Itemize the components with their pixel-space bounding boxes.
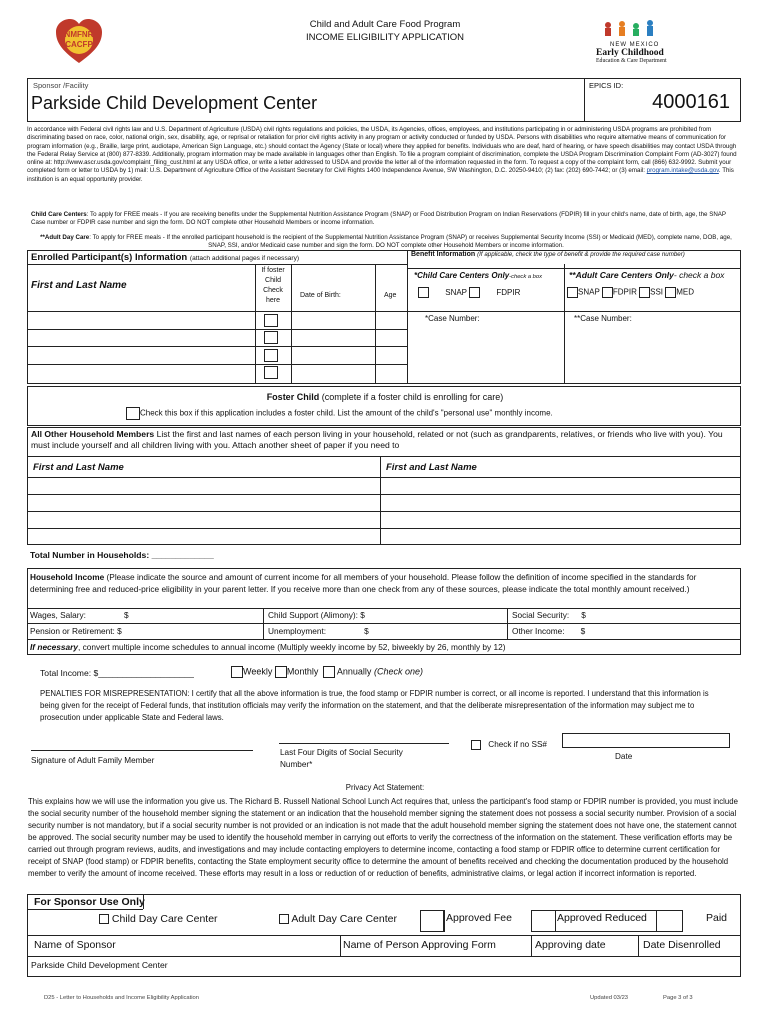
ccc-snap-label: SNAP: [445, 287, 467, 297]
adc-fdpir-checkbox[interactable]: [602, 287, 613, 298]
foster-application-checkbox[interactable]: [126, 407, 140, 420]
ece-line-1: NEW MEXICO: [610, 42, 660, 48]
income-title: Household Income: [30, 572, 105, 582]
income-desc: (Please indicate the source and amount of current income for all members of your household. Please follow the definition of income specified in the standards for determining free and reduced-price eligibility in your parent letter. If you receive more than one check from any of these sources, please indicate the total monthly amount received.): [30, 572, 697, 594]
social-security-label: Social Security:: [512, 610, 570, 620]
paid-label: Paid: [706, 912, 728, 924]
convert-note-text: , convert multiple income schedules to annual income (Multiply weekly income by 52, biweekly by 26, monthly by 12): [77, 642, 506, 652]
epics-label: EPICS ID:: [589, 81, 624, 90]
foster-title-note: (complete if a foster child is enrolling for care): [321, 392, 504, 402]
adc-fdpir-label: FDPIR: [612, 287, 637, 297]
weekly-checkbox[interactable]: [231, 666, 243, 678]
check-one-note: (Check one): [373, 666, 423, 677]
household-name-col-2: First and Last Name: [386, 462, 477, 473]
wages-field[interactable]: [30, 610, 129, 620]
foster-check-header: If foster Child Check here: [261, 267, 285, 304]
sponsor-label: Sponsor /Facility: [33, 81, 89, 90]
sponsor-name-value[interactable]: Parkside Child Development Center: [31, 960, 168, 970]
ccc-fdpir-label: FDPIR: [496, 287, 521, 297]
ccc-fdpir-checkbox[interactable]: [469, 287, 480, 298]
unemployment-field[interactable]: [268, 626, 369, 636]
child-care-note-label: Child Care Centers: [31, 211, 87, 218]
annually-label: Annually: [336, 666, 372, 677]
enrolled-title-text: Enrolled Participant(s) Information: [31, 252, 188, 263]
child-day-care-option: [99, 913, 218, 925]
approving-date-label: Approving date: [535, 939, 606, 951]
children-figures-icon: [596, 18, 690, 40]
total-household-number[interactable]: Total Number in Households: _____________: [30, 550, 214, 560]
signature-field[interactable]: [255, 750, 277, 770]
monthly-label: Monthly: [286, 666, 319, 677]
ece-line-3: Education & Care Department: [596, 58, 667, 64]
penalties-statement: PENALTIES FOR MISREPRESENTATION: I certify that all the above information is true, the food stamp or FDPIR number is correct, or all income is reported. I understand that this information is being given for the receipt of Federal funds, that institution officials may verify the information on the statement, and that the deliberate misrepresentation of the information may subject me to prosecution under applicable State and Federal laws.: [40, 689, 709, 722]
date-disenrolled-label: Date Disenrolled: [643, 939, 721, 951]
name-of-sponsor-label: Name of Sponsor: [34, 939, 116, 951]
date-field[interactable]: [562, 733, 730, 748]
nondiscrimination-text: In accordance with Federal civil rights law and U.S. Department of Agriculture (USDA) civil rights regulations and policies, the USDA, its Agencies, offices, employees, and institutions participating in or administering USDA programs are prohibited from discriminating based on race, color, national origin, sex, disability, age, or reprisal or retaliation for prior civil rights activity in any program or activity conducted or funded by USDA. Persons with disabilities who require alternative means of communication for program information (e.g., Braille, large print, audiotape, American Sign Language, etc.) should contact the Agency (State or local) where they applied for benefits. Individuals who are deaf, hard of hearing, or have speech disabilities may contact USDA through the Federal Relay Service at (800) 877-8339. Additionally, program information may be made available in languages other than English. To file a program complaint of discrimination, complete the USDA Program Discrimination Complaint Form (AD-3027) found online at: http://www.ascr.usda.gov/complaint_filing_cust.html at any USDA office, or write a letter addressed to USDA and provide the letter all of the information requested in the form. To request a copy of the complaint form, call (866) 632-9992. Submit your completed form or letter to USDA by 1) mail: U.S. Department of Agriculture Office of the Assistant Secretary for Civil Rights 1400 Independence Avenue, SW Washington, D.C.: [27, 126, 737, 175]
ccc-title: *Child Care Centers Only: [414, 271, 510, 280]
adult-day-note-label: **Adult Day Care: [40, 234, 90, 241]
foster-checkbox-4[interactable]: [264, 366, 278, 379]
benefit-header: [411, 251, 739, 259]
paid-checkbox[interactable]: [656, 910, 683, 932]
wages-dollar: $: [123, 610, 129, 620]
adult-day-note: [31, 234, 741, 250]
child-care-note: [31, 211, 741, 227]
foster-check-text: Check this box if this application includes a foster child. List the amount of the child's "personal use" monthly income.: [140, 408, 553, 418]
ccc-options: [418, 287, 520, 298]
adc-ssi-label: SSI: [650, 287, 664, 297]
dob-header: Date of Birth:: [300, 292, 341, 299]
signature-label: Signature of Adult Family Member: [31, 756, 155, 765]
foster-checkbox-3[interactable]: [264, 349, 278, 362]
ccc-note: -check a box: [509, 274, 543, 280]
adc-snap-checkbox[interactable]: [567, 287, 578, 298]
no-ssn-label: Check if no SS#: [488, 740, 547, 750]
approved-fee-label: Approved Fee: [446, 912, 512, 924]
adult-day-care-label: Adult Day Care Center: [291, 913, 397, 925]
social-security-field[interactable]: [512, 610, 586, 620]
privacy-statement: This explains how we will use the information you give us. The Richard B. Russell National School Lunch Act requires that, unless the participant's food stamp or FDPIR number is provided, you must include the social security number of the household member signing the statement or an indication that the household member signing the statement does not possess a social security number. Provision of a social security number is not mandatory, but if a social security number is not provided or an indication is not made that the adult household member signing the statement does not have one, the statement cannot be approved. The social security number may be used to identify the household member in carrying out efforts to verify the correctness of the information on the statement. These verification efforts may be carried out through program reviews, audits, and investigations and may include contacting employers to determine income, contacting a food stamp or FDPIR office to determine current certification for receipt of SNAP (food stamp) or FDPIR benefits, contacting the State employment security office to determine the amount of benefits received and checking the documentation produced by the household member to verify the amount of income received. These efforts may result in a loss or reduction of or reduction of benefits, administrative claims, or legal action if incorrect information is reported.: [28, 797, 738, 878]
foster-title-text: Foster Child: [266, 392, 320, 402]
weekly-label: Weekly: [243, 666, 273, 677]
approved-reduced-label: Approved Reduced: [557, 912, 647, 924]
adult-day-note-text: : To apply for FREE meals - If the enrolled participant household is the recipient of the Supplemental Nutrition Assistance Program (SNAP) or receives Supplemental Security Income (SSI) or Medicaid (MED), complete name, DOB, age, SNAP, SSI, and/or Medicaid case number and sign the form. DO NOT complete other Household Members or income information.: [89, 234, 732, 249]
epics-id[interactable]: 4000161: [652, 91, 730, 113]
child-day-care-checkbox[interactable]: [99, 914, 109, 924]
no-ssn-checkbox[interactable]: [471, 740, 481, 750]
footer-left: D25 - Letter to Households and Income Eligibility Application: [44, 995, 199, 1001]
pension-field[interactable]: Pension or Retirement: $: [30, 626, 122, 636]
enrolled-title-note: (attach additional pages if necessary): [189, 255, 300, 262]
ccc-snap-checkbox[interactable]: [418, 287, 429, 298]
benefit-note: (If applicable, check the type of benefit & provide the required case number): [477, 251, 685, 258]
svg-text:NMFNR: NMFNR: [64, 30, 94, 39]
foster-check-row: [126, 407, 553, 420]
adc-med-checkbox[interactable]: [665, 287, 676, 298]
no-ssn-row: [471, 740, 547, 750]
svg-text:CACFP: CACFP: [65, 40, 93, 49]
adc-med-label: MED: [676, 287, 695, 297]
social-security-dollar: $: [581, 610, 586, 620]
nondiscrimination-contact: 20250-9410; (2) fax: (202) 690-7442; or (3) email:: [508, 167, 645, 175]
monthly-checkbox[interactable]: [275, 666, 287, 678]
epics-box: [584, 78, 741, 122]
nondiscrimination-statement: [27, 126, 741, 184]
ccc-case-number-label: *Case Number:: [425, 314, 480, 323]
child-day-care-label: Child Day Care Center: [111, 913, 218, 925]
unemployment-label: Unemployment:: [268, 626, 327, 636]
household-desc: List the first and last names of each person living in your household, related or not (such as grandparents, relatives, or friends who live with you). You must include yourself and all children living with you. Attach another sheet of paper if you need to: [31, 429, 723, 450]
income-header: [30, 571, 738, 595]
adc-title: **Adult Care Centers Only: [569, 270, 674, 280]
footer-updated: Updated 03/23: [590, 995, 629, 1001]
ccc-header: [414, 271, 542, 280]
enrolled-title: [31, 252, 299, 263]
enrolled-name-header: First and Last Name: [31, 280, 127, 291]
total-income-field[interactable]: Total Income: $____________________: [40, 668, 194, 678]
wages-label: Wages, Salary:: [30, 610, 86, 620]
sponsor-use-title: For Sponsor Use Only: [34, 896, 145, 908]
approved-fee-checkbox[interactable]: [420, 910, 444, 932]
sponsor-name[interactable]: Parkside Child Development Center: [31, 93, 318, 113]
unemployment-dollar: $: [364, 626, 369, 636]
adc-note: - check a box: [673, 270, 725, 280]
age-header: Age: [384, 292, 397, 299]
household-title: All Other Household Members: [31, 429, 155, 439]
footer-page: Page 3 of 3: [663, 995, 693, 1001]
household-header: [31, 429, 737, 451]
household-name-col-1: First and Last Name: [33, 462, 124, 473]
form-title: INCOME ELIGIBILITY APPLICATION: [305, 32, 465, 43]
equal-opportunity-text: . This institution is an equal opportunity provider.: [27, 167, 734, 183]
sponsor-facility-box: [27, 78, 585, 122]
other-income-field[interactable]: [512, 626, 585, 636]
adult-day-care-checkbox[interactable]: [279, 914, 289, 924]
ece-department-logo: [596, 18, 690, 70]
usda-email-link[interactable]: program.intake@usda.gov: [646, 167, 719, 175]
child-care-note-text: : To apply for FREE meals - If you are receiving benefits under the Supplemental Nutrition Assistance Program (SNAP) or Food Distribution Program on Indian Reservations (FDPIR) fill in your child's name, date of birth, age, the SNAP Case number or FDPIR case number and sign the form. DO NOT complete other Household Members or income information.: [31, 211, 726, 226]
privacy-title: Privacy Act Statement:: [345, 783, 425, 792]
if-necessary-label: If necessary: [30, 642, 78, 652]
child-support-field[interactable]: Child Support (Alimony): $: [268, 610, 365, 620]
other-income-dollar: $: [580, 626, 586, 636]
adc-snap-label: SNAP: [578, 287, 600, 297]
adc-ssi-checkbox[interactable]: [639, 287, 650, 298]
adult-day-care-option: [279, 913, 397, 925]
date-label: Date: [615, 752, 633, 761]
program-title: Child and Adult Care Food Program: [309, 19, 461, 30]
adc-header: [569, 270, 724, 280]
approved-reduced-checkbox[interactable]: [531, 910, 556, 932]
adc-case-number-label: **Case Number:: [574, 314, 632, 323]
name-approving-label: Name of Person Approving Form: [343, 939, 496, 951]
ssn-label: Last Four Digits of Social Security Number*: [280, 748, 403, 769]
other-income-label: Other Income:: [512, 626, 565, 636]
convert-note: [30, 642, 505, 652]
benefit-title: Benefit Information: [411, 251, 476, 258]
adc-options: [567, 287, 694, 298]
foster-checkbox-2[interactable]: [264, 331, 278, 344]
income-frequency: [231, 666, 423, 678]
foster-title: [0, 392, 770, 402]
annually-checkbox[interactable]: [323, 666, 335, 678]
ece-line-2: Early Childhood: [596, 48, 664, 58]
foster-checkbox-1[interactable]: [264, 314, 278, 327]
